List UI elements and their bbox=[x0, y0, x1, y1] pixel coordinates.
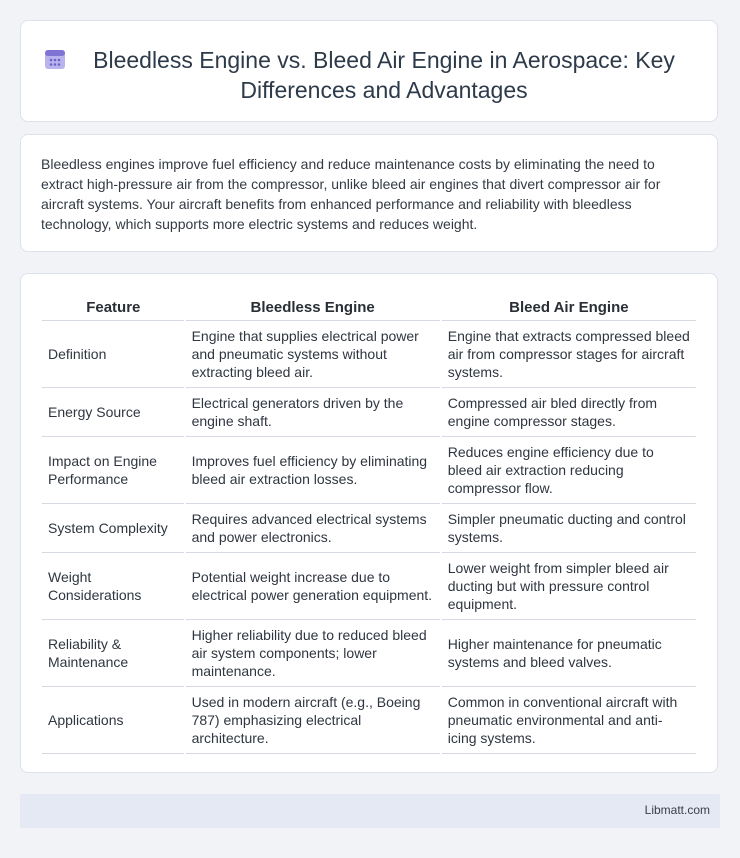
comparison-table bbox=[42, 296, 698, 754]
bleedless-cell: Electrical generators driven by the engine shaft. bbox=[185, 388, 441, 437]
table-row bbox=[42, 553, 697, 620]
bleed-air-cell: Higher maintenance for pneumatic systems and bleed valves. bbox=[441, 620, 697, 687]
bleed-air-cell: Lower weight from simpler bleed air ducting but with pressure control equipment. bbox=[441, 553, 697, 620]
table-row bbox=[42, 504, 697, 553]
intro-card bbox=[20, 134, 718, 252]
bleed-air-cell: Engine that extracts compressed bleed air from compressor stages for aircraft systems. bbox=[441, 321, 697, 388]
bleed-air-cell: Compressed air bled directly from engine compressor stages. bbox=[441, 388, 697, 437]
table-card bbox=[20, 273, 718, 773]
table-row bbox=[42, 437, 697, 504]
bleedless-cell: Requires advanced electrical systems and power electronics. bbox=[185, 504, 441, 553]
page-title: Bleedless Engine vs. Bleed Air Engine in Aerospace: Key Differences and Advantages bbox=[93, 47, 675, 103]
table-row bbox=[42, 620, 697, 687]
table-row bbox=[42, 321, 697, 388]
title-card bbox=[20, 20, 718, 122]
bleed-air-cell: Simpler pneumatic ducting and control systems. bbox=[441, 504, 697, 553]
feature-cell: Impact on Engine Performance bbox=[42, 437, 185, 504]
feature-cell: System Complexity bbox=[42, 504, 185, 553]
feature-cell: Applications bbox=[42, 687, 185, 754]
bleed-air-cell: Reduces engine efficiency due to bleed air extraction reducing compressor flow. bbox=[441, 437, 697, 504]
table-row bbox=[42, 687, 697, 754]
feature-cell: Definition bbox=[42, 321, 185, 388]
bleedless-cell: Improves fuel efficiency by eliminating bleed air extraction losses. bbox=[185, 437, 441, 504]
bleedless-cell: Engine that supplies electrical power and pneumatic systems without extracting bleed air. bbox=[185, 321, 441, 388]
bleedless-cell: Potential weight increase due to electrical power generation equipment. bbox=[185, 553, 441, 620]
bleedless-cell: Higher reliability due to reduced bleed air system components; lower maintenance. bbox=[185, 620, 441, 687]
table-header-row bbox=[42, 296, 697, 321]
bleedless-cell: Used in modern aircraft (e.g., Boeing 787) emphasizing electrical architecture. bbox=[185, 687, 441, 754]
header-feature: Feature bbox=[42, 296, 185, 321]
bleed-air-cell: Common in conventional aircraft with pneumatic environmental and anti-icing systems. bbox=[441, 687, 697, 754]
footer bbox=[20, 794, 720, 828]
feature-cell: Reliability & Maintenance bbox=[42, 620, 185, 687]
feature-cell: Energy Source bbox=[42, 388, 185, 437]
header-bleedless: Bleedless Engine bbox=[185, 296, 441, 321]
intro-text: Bleedless engines improve fuel efficiency and reduce maintenance costs by eliminating the need to extract high-pressure air from the compressor, unlike bleed air engines that divert compressor air for aircraft systems. Your aircraft benefits from enhanced performance and reliability with bleedless technology, which supports more electric systems and reduces weight. bbox=[41, 156, 661, 232]
header-bleed-air: Bleed Air Engine bbox=[441, 296, 697, 321]
footer-brand[interactable]: Libmatt.com bbox=[644, 803, 710, 817]
table-row bbox=[42, 388, 697, 437]
feature-cell: Weight Considerations bbox=[42, 553, 185, 620]
